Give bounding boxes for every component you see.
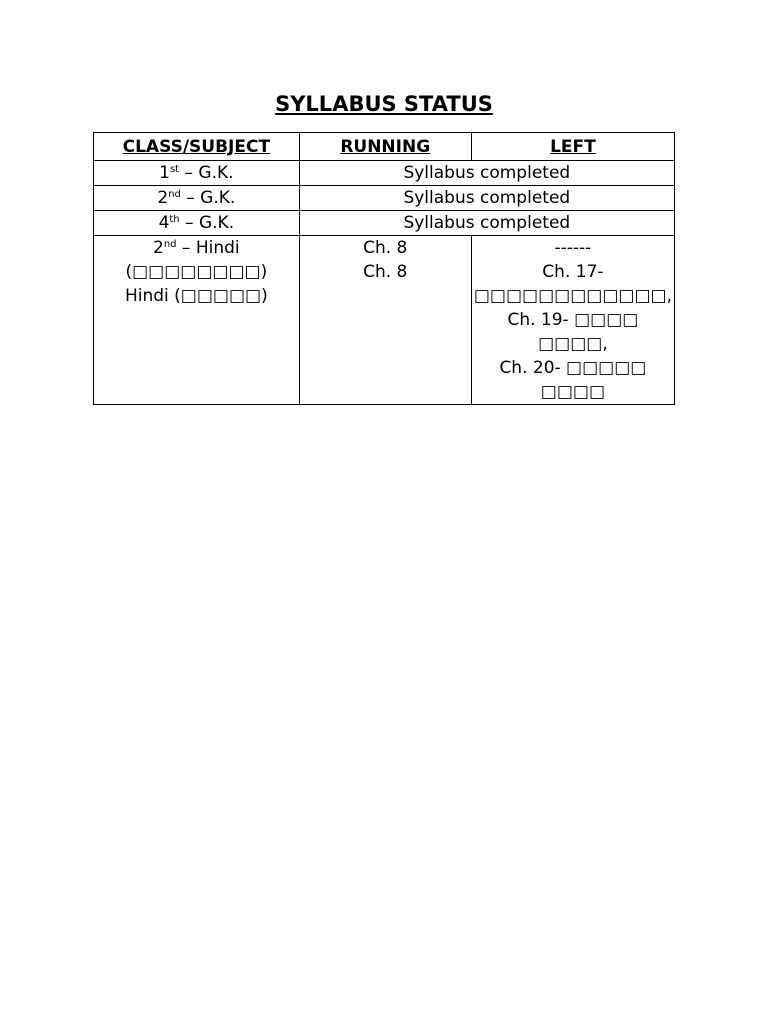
class-number: 1 <box>159 163 170 183</box>
header-class-subject: CLASS/SUBJECT <box>94 133 300 161</box>
table-row-hindi <box>94 236 675 405</box>
class-subject-cell <box>94 236 300 405</box>
subject-name-line2: Hindi (□□□□□) <box>124 286 268 306</box>
subject-name: – G.K. <box>179 163 234 183</box>
page-title: SYLLABUS STATUS <box>275 92 493 116</box>
subject-line <box>96 236 297 284</box>
running-chapter: Ch. 8 <box>363 238 408 258</box>
left-line: Ch. 20- □□□□□ <box>499 358 647 378</box>
left-cell <box>471 236 674 405</box>
class-number: 2 <box>153 238 164 258</box>
class-suffix: nd <box>163 239 177 250</box>
class-subject-cell <box>94 161 300 186</box>
left-line: □□□□ <box>540 382 606 402</box>
status-cell: Syllabus completed <box>299 161 674 186</box>
class-suffix: nd <box>168 189 181 200</box>
class-number: 2 <box>157 188 169 208</box>
class-number: 4 <box>158 213 170 233</box>
left-line: Ch. 19- □□□□ □□□□, <box>507 310 639 354</box>
class-suffix: st <box>169 164 180 175</box>
subject-name: – G.K. <box>180 188 236 208</box>
table-row <box>94 161 675 186</box>
class-subject-cell <box>94 211 300 236</box>
subject-name: – G.K. <box>179 213 235 233</box>
table-row <box>94 211 675 236</box>
left-line: Ch. 17- <box>542 262 604 282</box>
syllabus-status-table <box>93 132 675 405</box>
running-chapter: Ch. 8 <box>363 262 408 282</box>
subject-name: – Hindi (□□□□□□□□) <box>125 238 268 282</box>
table-row <box>94 186 675 211</box>
header-left: LEFT <box>471 133 674 161</box>
status-cell: Syllabus completed <box>299 211 674 236</box>
header-running: RUNNING <box>299 133 471 161</box>
left-line: □□□□□□□□□□□□, <box>473 286 672 306</box>
class-suffix: th <box>169 214 180 225</box>
class-subject-cell <box>94 186 300 211</box>
left-line: ------ <box>554 238 592 258</box>
table-header-row <box>94 133 675 161</box>
status-cell: Syllabus completed <box>299 186 674 211</box>
running-cell <box>299 236 471 405</box>
